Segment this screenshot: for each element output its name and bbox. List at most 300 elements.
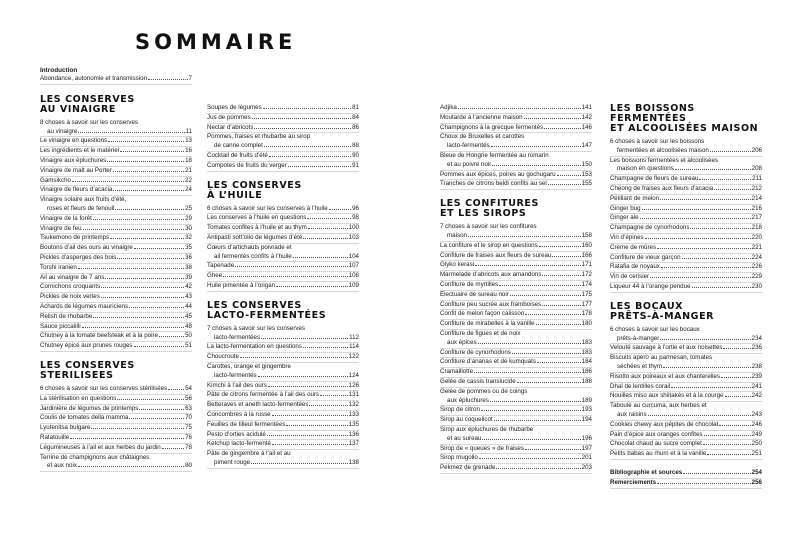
toc-entry — [40, 128, 192, 138]
toc-entry — [610, 450, 762, 460]
toc-entry — [610, 283, 762, 293]
dot-leader — [101, 287, 184, 288]
toc-entry — [207, 363, 359, 372]
page-number: 48 — [185, 322, 192, 330]
entry-title: Ginger bug — [610, 204, 641, 212]
entry-title: Coulis de tomates della mamma — [40, 414, 129, 422]
entry-title: Lyutenitsa bulgare — [40, 424, 91, 432]
toc-entry — [207, 282, 359, 292]
entry-title: Confiture de cynorhodons — [440, 348, 511, 356]
toc-entry — [610, 383, 762, 393]
entry-title: Chutney à la tomate beefsteak et à la poire — [40, 332, 158, 340]
dot-leader — [510, 295, 581, 296]
toc-entry — [610, 273, 762, 283]
entry-title: Remerciements — [610, 478, 657, 486]
entry-title: La lacto-fermentation en questions — [207, 343, 302, 351]
dot-leader — [134, 346, 185, 347]
dot-leader — [120, 151, 184, 152]
dot-leader — [642, 209, 751, 210]
entry-title: Soupes de légumes — [207, 104, 262, 111]
entry-title: Pekmez de grenade — [440, 464, 496, 472]
section-title-line: LES BOISSONS FERMENTÉES — [610, 103, 695, 124]
page-number: 136 — [348, 430, 359, 438]
dot-leader — [458, 108, 581, 109]
page-number: 107 — [348, 262, 359, 270]
toc-entry — [610, 165, 762, 175]
dot-leader — [261, 338, 348, 339]
entry-title: La confiture et le sirop en questions — [440, 241, 538, 249]
page-number: 208 — [751, 165, 762, 173]
entry-title: Gamsikcho — [40, 176, 71, 184]
entry-title: Compotes de fruits du verger — [207, 161, 287, 169]
section-title — [207, 181, 359, 201]
toc-entry — [207, 114, 359, 124]
entry-title: Tranches de citrons beldi confits au sel — [440, 180, 547, 188]
page-number: 91 — [352, 161, 359, 169]
entry-title: Pommes, fraises et rhubarbe au sirop — [207, 133, 311, 141]
toc-entry — [207, 450, 359, 459]
entry-title: Velouté sauvage à l’ortie et aux noisettes — [610, 344, 723, 352]
toc-entry — [40, 186, 192, 196]
toc-entry — [610, 402, 762, 411]
dot-leader — [710, 151, 751, 152]
toc-entry — [440, 435, 592, 445]
toc-entry — [610, 479, 762, 489]
entry-title: lacto-fermentés — [447, 142, 490, 150]
toc-entry — [440, 330, 592, 339]
page-number: 196 — [581, 434, 592, 442]
dot-leader — [539, 246, 581, 247]
toc-section — [440, 199, 592, 474]
entry-title: Ratafia de noyaux — [610, 263, 660, 271]
page-number: 104 — [348, 252, 359, 260]
entry-title: Dhal de lentilles corail — [610, 382, 671, 390]
dot-leader — [159, 336, 184, 337]
intro-heading: Introduction — [40, 67, 78, 74]
toc-entry — [40, 313, 192, 323]
dot-leader — [657, 483, 751, 484]
toc-entry — [40, 293, 192, 303]
page-number: 114 — [349, 343, 359, 351]
toc-entry — [207, 372, 359, 382]
toc-entry — [40, 215, 192, 225]
dot-leader — [223, 276, 348, 277]
dot-leader — [496, 468, 580, 469]
dot-leader — [254, 128, 351, 129]
page-number: 80 — [185, 462, 192, 470]
toc-entry — [207, 421, 359, 431]
toc-entry — [207, 272, 359, 282]
dot-leader — [252, 118, 351, 119]
entry-title: fermentées et alcoolisées maison — [617, 146, 709, 154]
entry-title: lacto-fermentées — [214, 333, 261, 341]
toc-entry — [207, 234, 359, 244]
toc-entry — [207, 401, 359, 411]
toc-section — [610, 302, 762, 460]
page-number: 174 — [581, 280, 592, 288]
toc-entry — [440, 388, 592, 397]
page-number: 243 — [751, 410, 762, 418]
entry-title: 7 choses à savoir sur les confitures — [440, 223, 537, 231]
toc-entry — [440, 406, 592, 416]
entry-title: Bleue de Hongrie fermentée au romarin — [440, 151, 549, 159]
entry-title: Gelée de cassis translucide — [440, 377, 516, 385]
entry-title: 6 choses à savoir sur les conserves à l’huile — [207, 204, 328, 212]
page-number: 197 — [581, 444, 592, 452]
section-title — [610, 302, 762, 322]
entry-title: Choucroute — [207, 353, 239, 361]
toc-entry — [40, 462, 192, 472]
toc-entry — [440, 426, 592, 435]
toc-entry — [440, 242, 592, 252]
page-number: 36 — [185, 253, 192, 261]
entry-title: Pickles d’asperges des bois — [40, 253, 117, 261]
dot-leader — [657, 248, 751, 249]
page-number: 7 — [188, 75, 192, 82]
dot-leader — [660, 199, 750, 200]
entry-title: Champagne de fleurs de sureau — [610, 175, 699, 183]
entry-title: Vinaigre solaire aux fruits d’été, — [40, 196, 127, 204]
page-number: 142 — [581, 113, 592, 121]
page-number: 158 — [581, 231, 592, 239]
toc-entry — [440, 397, 592, 407]
dot-leader — [309, 405, 347, 406]
toc-entry — [207, 162, 359, 172]
toc-section — [610, 104, 762, 293]
page-number: 211 — [752, 175, 762, 183]
entry-title: Adjika — [440, 104, 457, 111]
dot-leader — [536, 324, 581, 325]
dot-leader — [479, 458, 581, 459]
page-number: 147 — [581, 142, 592, 150]
page-number: 39 — [185, 273, 192, 281]
page-number: 218 — [751, 224, 762, 232]
entry-title: Sirop mugolio — [440, 454, 478, 462]
dot-leader — [481, 410, 581, 411]
dot-leader — [263, 108, 351, 109]
toc-entry — [440, 368, 592, 378]
entry-title: Cramaillotte — [440, 368, 474, 376]
entry-title: Électuaire de sureau noir — [440, 290, 509, 298]
toc-column-3 — [440, 104, 592, 483]
page-number: 138 — [348, 458, 359, 466]
dot-leader — [699, 179, 751, 180]
intro-section — [40, 66, 192, 85]
dot-leader — [108, 141, 184, 142]
page-number: 183 — [581, 348, 592, 356]
entry-title: Confiture peu sucrée aux framboises — [440, 300, 542, 308]
toc-entry — [207, 343, 359, 353]
dot-leader — [542, 275, 580, 276]
page-number: 21 — [185, 166, 192, 174]
toc-entry — [40, 332, 192, 342]
toc-entry — [40, 75, 192, 85]
page-number: 100 — [348, 224, 359, 232]
dot-leader — [721, 377, 751, 378]
page-number: 132 — [348, 401, 359, 409]
entry-title: Tomates confites à l’huile et au thym — [207, 224, 307, 232]
toc-entry — [610, 205, 762, 215]
toc-entry — [40, 405, 192, 415]
entry-title: et au sureau — [447, 434, 482, 442]
section-title — [440, 199, 592, 219]
entry-title: Pain d’épice aux oranges confites — [610, 430, 703, 438]
page-number: 32 — [185, 234, 192, 242]
toc-entry — [40, 234, 192, 244]
toc-entry — [40, 385, 192, 395]
toc-column-4 — [610, 104, 762, 498]
dot-leader — [93, 219, 184, 220]
toc-entry — [40, 395, 192, 405]
toc-column-1 — [40, 66, 192, 481]
toc-entry — [440, 358, 592, 368]
page-number: 239 — [751, 372, 762, 380]
entry-title: Les ingrédients et le matériel — [40, 147, 120, 155]
toc-entry — [40, 244, 192, 254]
toc-entry — [440, 454, 592, 464]
page-number: 189 — [581, 396, 592, 404]
toc-entry — [40, 454, 192, 463]
entry-title: Vinaigre de feu — [40, 224, 82, 232]
entry-title: Feuilles de tilleul fermentées — [207, 420, 286, 428]
dot-leader — [475, 265, 581, 266]
entry-title: Vinaigre aux épluchures — [40, 156, 107, 164]
dot-leader — [83, 229, 185, 230]
page-number: 137 — [348, 440, 359, 448]
section-title-line: LES CONFITURES — [440, 198, 539, 210]
toc-entry — [440, 310, 592, 320]
dot-leader — [286, 425, 347, 426]
dot-leader — [648, 415, 751, 416]
entry-title: Glyko kerasi — [440, 261, 475, 269]
toc-entry — [440, 133, 592, 142]
toc-entry — [40, 414, 192, 424]
entry-title: Champagne de cynorhodons — [610, 224, 690, 232]
toc-entry — [207, 353, 359, 363]
page-number: 236 — [751, 344, 762, 352]
toc-entry — [440, 378, 592, 388]
entry-title: Confit de melon façon calisson — [440, 310, 525, 318]
toc-entry — [40, 167, 192, 177]
entry-title: Abondance, autonomie et transmission — [40, 75, 147, 82]
dot-leader — [70, 438, 184, 439]
toc-entry — [610, 344, 762, 354]
entry-title: Pétillant de melon — [610, 194, 660, 202]
toc-entry — [610, 244, 762, 254]
page-number: 183 — [581, 338, 592, 346]
dot-leader — [148, 79, 188, 80]
page-number: 131 — [348, 391, 359, 399]
entry-title: Sirop de citron — [440, 406, 480, 414]
page-number: 212 — [751, 184, 762, 192]
toc-entry — [610, 469, 762, 479]
entry-title: Sauce piccalilli — [40, 322, 81, 330]
toc-entry — [440, 223, 592, 232]
entry-title: au vinaigre — [47, 127, 78, 135]
dot-leader — [663, 367, 751, 368]
dot-leader — [168, 389, 184, 390]
page-number: 226 — [751, 263, 762, 271]
section-title-line: ET ALCOOLISÉES MAISON — [610, 123, 759, 134]
toc-entry — [440, 271, 592, 281]
section-title-line: STERILISEES — [40, 369, 114, 381]
dot-leader — [690, 228, 750, 229]
entry-title: Vin d’épines — [610, 233, 644, 241]
page-number: 45 — [185, 312, 192, 320]
dot-leader — [115, 209, 184, 210]
page-number: 216 — [751, 204, 762, 212]
dot-leader — [91, 428, 184, 429]
toc-entry — [610, 147, 762, 157]
entry-title: Nectar d’abricots — [207, 123, 254, 131]
toc-section — [610, 469, 762, 489]
page-number: 150 — [581, 160, 592, 168]
page-number: 11 — [185, 127, 192, 135]
toc-entry — [207, 411, 359, 421]
page-number: 238 — [751, 362, 762, 370]
page-number: 98 — [352, 214, 359, 222]
entry-title: Jus de pommes — [207, 113, 251, 121]
toc-entry — [440, 152, 592, 161]
page-number: 51 — [185, 342, 192, 350]
toc-entry — [40, 177, 192, 187]
page-number: 178 — [581, 310, 592, 318]
dot-leader — [703, 444, 751, 445]
page-number: 63 — [185, 404, 192, 412]
page-number: 133 — [348, 410, 359, 418]
entry-title: Pommes aux épices, poires au gochugaru — [440, 170, 556, 178]
dot-leader — [491, 146, 581, 147]
entry-title: Choux de Bruxelles et carottes — [440, 133, 525, 141]
section-title — [40, 361, 192, 381]
entry-title: Sirop au coquelicot — [440, 416, 493, 424]
toc-entry — [440, 261, 592, 271]
dot-leader — [478, 343, 581, 344]
dot-leader — [682, 258, 751, 259]
dot-leader — [524, 118, 581, 119]
dot-leader — [660, 339, 750, 340]
page-number: 18 — [185, 156, 192, 164]
entry-title: Ratatouille — [40, 433, 70, 441]
page-number: 224 — [751, 253, 762, 261]
entry-title: Terrine de champignons aux châtaignes — [40, 453, 150, 461]
dot-leader — [650, 277, 751, 278]
entry-title: aux épices — [447, 338, 477, 346]
section-title — [207, 301, 359, 321]
section-title-line: ET LES SIROPS — [440, 208, 527, 220]
entry-title: Tapenade — [207, 262, 235, 270]
toc-entry — [207, 440, 359, 450]
page-number: 175 — [581, 290, 592, 298]
entry-title: Sirop de « queues » de fraises — [440, 444, 524, 452]
dot-leader — [544, 128, 580, 129]
page-number: 13 — [185, 137, 192, 145]
toc-entry — [40, 119, 192, 128]
entry-title: Cornichons croquants — [40, 283, 101, 291]
dot-leader — [264, 146, 351, 147]
toc-entry — [440, 349, 592, 359]
toc-entry — [40, 444, 192, 454]
toc-entry — [40, 274, 192, 284]
dot-leader — [82, 327, 185, 328]
toc-entry — [440, 301, 592, 311]
dot-leader — [129, 307, 184, 308]
page-number: 186 — [581, 368, 592, 376]
toc-entry — [610, 326, 762, 335]
dot-leader — [525, 314, 580, 315]
toc-section — [207, 181, 359, 292]
page-number: 78 — [185, 443, 192, 451]
entry-title: Ketchup lacto-fermenté — [207, 440, 271, 448]
page-number: 70 — [185, 414, 192, 422]
page-number: 230 — [751, 282, 762, 290]
toc-entry — [610, 175, 762, 185]
toc-entry — [440, 281, 592, 291]
entry-title: Les conserves à l’huile en questions — [207, 214, 307, 222]
section-title-line: LACTO-FERMENTÉES — [207, 309, 327, 321]
entry-title: et aux noix — [47, 462, 77, 470]
entry-title: roses et fleurs de fenouil — [47, 204, 115, 212]
toc-section — [207, 301, 359, 469]
dot-leader — [640, 218, 751, 219]
entry-title: 6 choses à savoir sur les conserves stérilisées — [40, 384, 168, 392]
toc-entry — [40, 283, 192, 293]
dot-leader — [72, 181, 184, 182]
page-number: 25 — [185, 204, 192, 212]
page-number: 135 — [348, 420, 359, 428]
dot-leader — [723, 348, 750, 349]
dot-leader — [474, 372, 581, 373]
entry-title: Carottes, orange et gingembre — [207, 362, 291, 370]
page-number: 112 — [349, 333, 359, 341]
toc-entry — [610, 421, 762, 431]
dot-leader — [293, 257, 348, 258]
page-number: 184 — [581, 358, 592, 366]
page-number: 217 — [751, 214, 762, 222]
dot-leader — [542, 305, 581, 306]
entry-title: de canne complet — [214, 142, 263, 150]
section-title-line: À L’HUILE — [207, 189, 263, 201]
entry-title: Cookies chewy aux pépites de chocolat — [610, 420, 719, 428]
entry-title: ail fermentés confits à l’huile — [214, 252, 292, 260]
toc-entry — [440, 464, 592, 474]
entry-title: Marmelade d’abricots aux amandons — [440, 271, 542, 279]
page-number: 220 — [751, 233, 762, 241]
page-number: 90 — [352, 151, 359, 159]
dot-leader — [525, 449, 581, 450]
entry-title: Antipasti sott’olio de légumes d’été — [207, 233, 303, 241]
dot-leader — [499, 285, 581, 286]
section-title-line: AU VINAIGRE — [40, 103, 117, 115]
entry-title: Pâte de citrons fermentée à l’ail des ours — [207, 391, 320, 399]
entry-title: Cocktail de fruits d’été — [207, 151, 268, 159]
toc-entry — [610, 363, 762, 373]
dot-leader — [258, 376, 348, 377]
toc-entry — [207, 382, 359, 392]
toc-entry — [440, 252, 592, 262]
dot-leader — [251, 463, 348, 464]
dot-leader — [714, 189, 750, 190]
entry-title: lacto-fermentés — [214, 371, 257, 379]
dot-leader — [683, 473, 750, 474]
entry-title: maison — [447, 231, 467, 239]
toc-entry — [207, 459, 359, 469]
toc-entry — [207, 391, 359, 401]
page-number: 76 — [185, 433, 192, 441]
toc-entry — [40, 225, 192, 235]
dot-leader — [494, 420, 581, 421]
page-number: 229 — [751, 273, 762, 281]
